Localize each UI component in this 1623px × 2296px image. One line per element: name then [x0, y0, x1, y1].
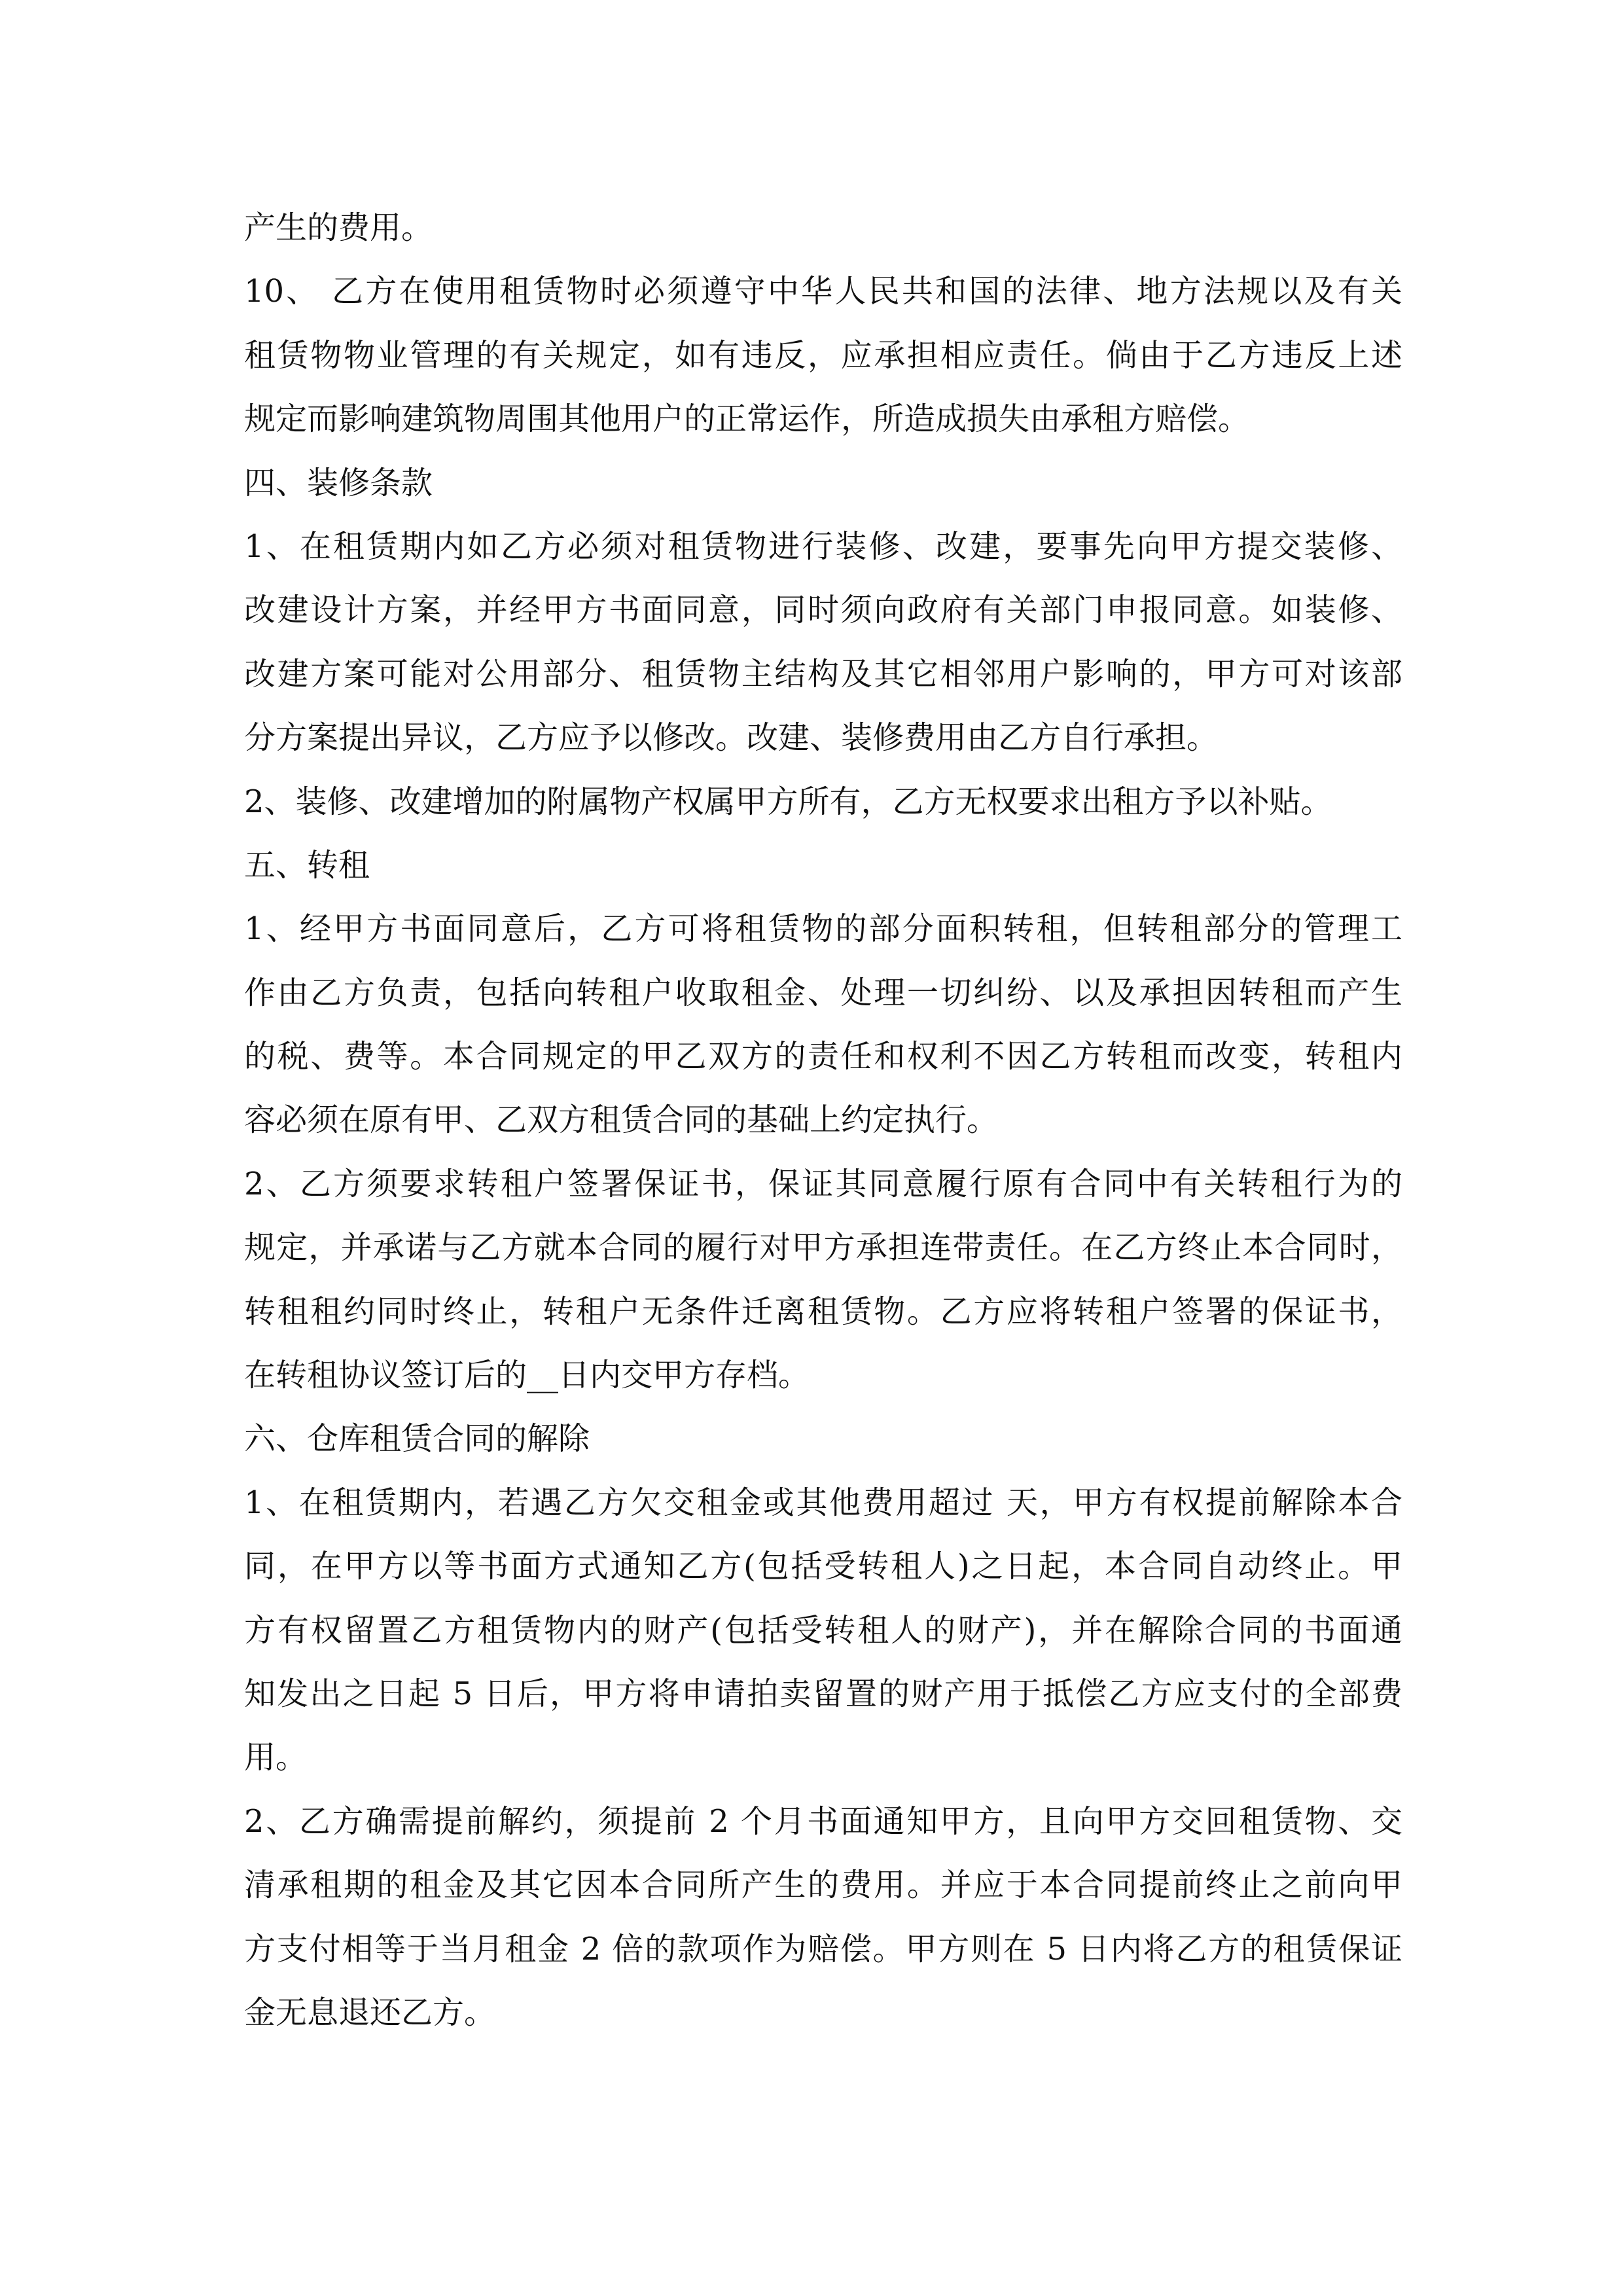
text-line: 转租租约同时终止，转租户无条件迁离租赁物。乙方应将转租户签署的保证书，	[244, 1293, 1402, 1330]
text-line: 作由乙方负责，包括向转租户收取租金、处理一切纠纷、以及承担因转租而产生	[244, 974, 1402, 1011]
text-line: 10、 乙方在使用租赁物时必须遵守中华人民共和国的法律、地方法规以及有关	[244, 273, 1402, 310]
text-line: 的税、费等。本合同规定的甲乙双方的责任和权利不因乙方转租而改变，转租内	[244, 1038, 1402, 1075]
text-line: 同，在甲方以等书面方式通知乙方(包括受转租人)之日起，本合同自动终止。甲	[244, 1548, 1402, 1585]
text-line: 产生的费用。	[244, 209, 433, 246]
text-line: 2、乙方确需提前解约，须提前 2 个月书面通知甲方，且向甲方交回租赁物、交	[244, 1803, 1402, 1840]
text-line: 2、乙方须要求转租户签署保证书，保证其同意履行原有合同中有关转租行为的	[244, 1165, 1402, 1202]
text-line: 容必须在原有甲、乙双方租赁合同的基础上约定执行。	[244, 1102, 999, 1139]
text-line: 五、转租	[244, 846, 370, 884]
text-line: 用。	[244, 1739, 308, 1776]
text-line: 六、仓库租赁合同的解除	[244, 1420, 590, 1458]
text-line: 清承租期的租金及其它因本合同所产生的费用。并应于本合同提前终止之前向甲	[244, 1867, 1402, 1904]
text-line: 规定，并承诺与乙方就本合同的履行对甲方承担连带责任。在乙方终止本合同时，	[244, 1229, 1402, 1266]
text-line: 2、装修、改建增加的附属物产权属甲方所有，乙方无权要求出租方予以补贴。	[244, 783, 1332, 820]
text-line: 方支付相等于当月租金 2 倍的款项作为赔偿。甲方则在 5 日内将乙方的租赁保证	[244, 1930, 1402, 1967]
document-body	[244, 196, 1402, 2045]
text-line: 四、装修条款	[244, 464, 433, 501]
text-line: 改建设计方案，并经甲方书面同意，同时须向政府有关部门申报同意。如装修、	[244, 592, 1402, 629]
text-line: 方有权留置乙方租赁物内的财产(包括受转租人的财产)，并在解除合同的书面通	[244, 1611, 1402, 1649]
text-line: 知发出之日起 5 日后，甲方将申请拍卖留置的财产用于抵偿乙方应支付的全部费	[244, 1675, 1402, 1712]
text-line: 分方案提出异议，乙方应予以修改。改建、装修费用由乙方自行承担。	[244, 719, 1219, 757]
text-line: 改建方案可能对公用部分、租赁物主结构及其它相邻用户影响的，甲方可对该部	[244, 655, 1402, 692]
text-line: 1、在租赁期内如乙方必须对租赁物进行装修、改建，要事先向甲方提交装修、	[244, 528, 1402, 565]
text-line: 1、在租赁期内，若遇乙方欠交租金或其他费用超过 天，甲方有权提前解除本合	[244, 1484, 1402, 1521]
text-line: 1、经甲方书面同意后，乙方可将租赁物的部分面积转租，但转租部分的管理工	[244, 910, 1402, 948]
text-line: 租赁物物业管理的有关规定，如有违反，应承担相应责任。倘由于乙方违反上述	[244, 336, 1402, 374]
text-line: 规定而影响建筑物周围其他用户的正常运作，所造成损失由承租方赔偿。	[244, 401, 1250, 438]
text-line: 在转租协议签订后的__日内交甲方存档。	[244, 1357, 810, 1394]
text-line: 金无息退还乙方。	[244, 1994, 496, 2031]
